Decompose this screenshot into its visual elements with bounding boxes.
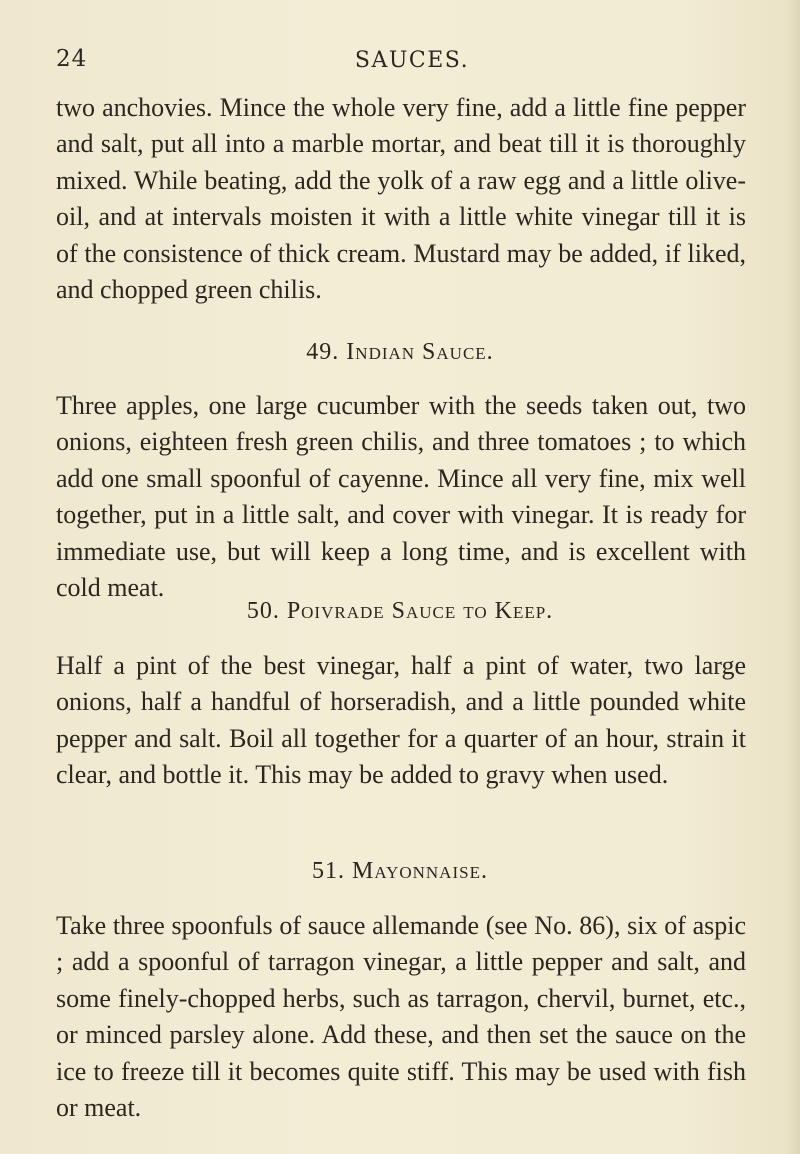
recipe-heading-indian-sauce: 49. Indian Sauce. bbox=[306, 339, 494, 365]
page-number: 24 bbox=[56, 46, 88, 72]
recipe-body-mayonnaise: Take three spoonfuls of sauce allemande (see No. 86), six of aspic ; add a spoonful of tarragon vinegar, a little pepper and salt, and some finely-chopped herbs, such as tarragon, chervil, burnet, etc., or minced parsley alone. Add these, and then set the sauce on the ice to freeze till it becomes quite stiff. This may be used with fish or meat. bbox=[56, 911, 746, 1123]
page-edge-shadow bbox=[786, 0, 800, 1154]
running-head: SAUCES. bbox=[354, 48, 470, 73]
recipe-body-indian-sauce: Three apples, one large cucumber with the seeds taken out, two onions, eighteen fresh green chilis, and three tomatoes ; to which add one small spoonful of cayenne. Mince all very fine, mix well together, put in a little salt, and cover with vinegar. It is ready for immediate use, but will keep a long time, and is excellent with cold meat. bbox=[56, 391, 746, 603]
recipe-body-poivrade-sauce: Half a pint of the best vinegar, half a pint of water, two large onions, half a handful of horseradish, and a little pounded white pepper and salt. Boil all together for a quarter of an hour, strain it clear, and bottle it. This may be added to gravy when used. bbox=[56, 651, 746, 790]
recipe-heading-poivrade-sauce: 50. Poivrade Sauce to Keep. bbox=[246, 598, 554, 624]
recipe-heading-mayonnaise: 51. Mayonnaise. bbox=[312, 858, 488, 884]
paragraph-continued: two anchovies. Mince the whole very fine, add a little fine pepper and salt, put all into a marble mortar, and beat till it is thoroughly mixed. While beating, add the yolk of a raw egg and a little olive-oil, and at intervals moisten it with a little white vinegar till it is of the consistence of thick cream. Mustard may be added, if liked, and chopped green chilis. bbox=[56, 93, 746, 305]
